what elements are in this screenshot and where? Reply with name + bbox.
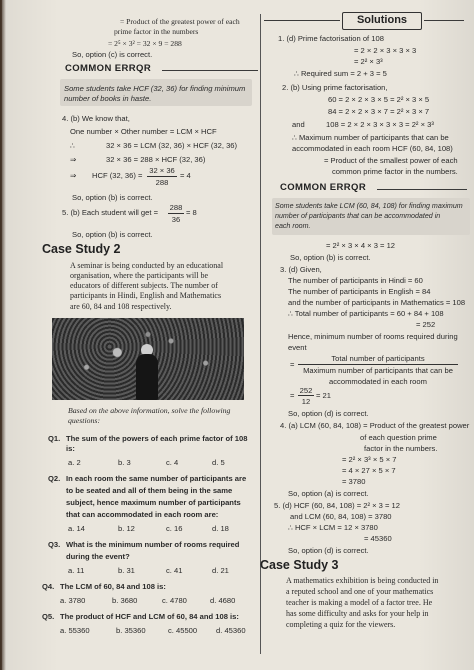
text-line: common prime factor in the numbers.: [332, 167, 458, 176]
fraction-denominator: 36: [171, 215, 181, 224]
fraction-denominator: accommodated in each room: [329, 377, 427, 386]
divider: [377, 189, 467, 190]
divider: [162, 70, 258, 71]
question-number: Q1.: [48, 434, 61, 443]
textbook-page: [2, 0, 474, 670]
fraction-numerator: 252: [299, 386, 313, 395]
answer-line: So, option (d) is correct.: [288, 409, 369, 418]
question-number: Q5.: [42, 612, 55, 621]
math-line: ∴ Required sum = 2 + 3 = 5: [294, 69, 387, 78]
option[interactable]: a. 3780: [60, 596, 86, 605]
therefore-symbol: ∴: [70, 141, 75, 150]
instruction-line: questions:: [68, 416, 101, 425]
paragraph-line: A mathematics exhibition is being conducted in: [286, 576, 439, 585]
solution-line: 1. (d) Prime factorisation of 108: [278, 34, 384, 43]
math-line: 32 × 36 = 288 × HCF (32, 36): [106, 155, 206, 164]
fraction-bar: [298, 364, 458, 365]
paragraph-line: educators of different subjects. The number of: [70, 281, 218, 290]
fraction-numerator: 32 × 36: [149, 166, 175, 175]
fraction-numerator: 288: [169, 203, 183, 212]
instruction-line: Based on the above information, solve the following: [68, 406, 231, 415]
option[interactable]: a. 11: [68, 566, 85, 575]
question-text: What is the minimum number of rooms required: [66, 540, 240, 549]
text-line: ∴ Maximum number of participants that can be: [292, 133, 449, 142]
math-line: ∴ HCF × LCM = 12 × 3780: [288, 523, 378, 532]
question-text: is:: [66, 444, 75, 453]
question-number: Q2.: [48, 474, 61, 483]
paragraph-line: has some difficulty and asks for your help in: [286, 609, 429, 618]
implies-symbol: ⇒: [70, 155, 77, 164]
math-line: 84 = 2 × 2 × 3 × 7 = 2² × 3 × 7: [328, 107, 430, 116]
option[interactable]: d. 4680: [210, 596, 236, 605]
option[interactable]: c. 16: [166, 524, 183, 533]
equals-sign: =: [290, 391, 295, 400]
fraction-bar: [298, 395, 314, 396]
answer-line: So, option (b) is correct.: [72, 193, 153, 202]
math-line: = 2 × 2 × 3 × 3 × 3: [354, 46, 417, 55]
math-line: = 4: [180, 171, 191, 180]
paragraph-line: completing a quiz for the viewers.: [286, 620, 396, 629]
question-text: The sum of the powers of each prime factor of 108: [66, 434, 248, 443]
fraction-denominator: 12: [301, 397, 311, 406]
option[interactable]: d. 18: [212, 524, 229, 533]
error-text: Some students take LCM (60, 84, 108) for finding maximum: [275, 202, 463, 210]
fraction-bar: [147, 176, 177, 177]
option[interactable]: b. 31: [118, 566, 135, 575]
common-error-label: COMMON ERRQR: [65, 63, 152, 74]
solution-line: 2. (b) Using prime factorisation,: [282, 83, 388, 92]
solutions-title: Solutions: [356, 14, 408, 26]
solution-line: 5. (b) Each student will get =: [62, 208, 159, 217]
math-line: = 45360: [364, 534, 392, 543]
solution-line: 4. (a) LCM (60, 84, 108) = Product of the greatest power: [280, 421, 470, 430]
paragraph-line: A seminar is being conducted by an educational: [70, 261, 224, 270]
question-number: Q3.: [48, 540, 61, 549]
question-text: during the event?: [66, 552, 130, 561]
option[interactable]: c. 41: [166, 566, 183, 575]
math-line: = 4 × 27 × 5 × 7: [342, 466, 396, 475]
math-line: = 252: [416, 320, 436, 329]
implies-symbol: ⇒: [70, 171, 77, 180]
math-line: = 8: [186, 208, 197, 217]
question-text: In each room the same number of participants are: [66, 474, 247, 483]
case-study-2-title: Case Study 2: [42, 242, 121, 256]
option[interactable]: c. 45500: [168, 626, 198, 635]
question-number: Q4.: [42, 582, 55, 591]
error-text: number of participants that can be accommodated in: [275, 212, 441, 220]
math-line: = 3780: [342, 477, 366, 486]
math-line: 60 = 2 × 2 × 3 × 5 = 2² × 3 × 5: [328, 95, 430, 104]
answer-line: So, option (d) is correct.: [288, 546, 369, 555]
math-line: = 21: [316, 391, 331, 400]
case-study-3-title: Case Study 3: [260, 558, 339, 572]
answer-line: So, option (b) is correct.: [72, 230, 153, 239]
paragraph-line: teacher is making a model of a factor tree. He: [286, 598, 433, 607]
math-line: = 2² × 3³ × 5 × 7: [342, 455, 397, 464]
option[interactable]: d. 5: [212, 458, 225, 467]
paragraph-line: are 60, 84 and 108 respectively.: [70, 302, 172, 311]
text-line: = Product of the smallest power of each: [324, 156, 458, 165]
option[interactable]: c. 4780: [162, 596, 187, 605]
option[interactable]: b. 12: [118, 524, 135, 533]
option[interactable]: d. 45360: [216, 626, 246, 635]
question-text: subject, hence maximum number of participants: [66, 498, 241, 507]
answer-line: So, option (a) is correct.: [288, 489, 369, 498]
text-line: The number of participants in Hindi = 60: [288, 276, 423, 285]
math-line: and: [292, 120, 305, 129]
question-text: The product of HCF and LCM of 60, 84 and 108 is:: [60, 612, 239, 621]
text-line: factor in the numbers.: [364, 444, 438, 453]
math-line: = 2² × 3 × 4 × 3 = 12: [326, 241, 396, 250]
math-line: HCF (32, 36) =: [92, 171, 143, 180]
question-text: that can accommodated in each room are:: [66, 510, 219, 519]
fraction-numerator: Total number of participants: [331, 354, 425, 363]
text-line: of each question prime: [360, 433, 437, 442]
text-line: Hence, minimum number of rooms required during: [288, 332, 458, 341]
answer-line: So, option (b) is correct.: [290, 253, 371, 262]
solution-line: 4. (b) We know that,: [62, 114, 130, 123]
answer-line: So, option (c) is correct.: [72, 50, 153, 59]
equals-sign: =: [290, 360, 295, 369]
divider: [424, 20, 464, 21]
option[interactable]: a. 55360: [60, 626, 90, 635]
error-text: Some students take HCF (32, 36) for finding minimum: [64, 84, 246, 93]
math-line: 32 × 36 = LCM (32, 36) × HCF (32, 36): [106, 141, 238, 150]
paragraph-line: participants in Hindi, English and Mathematics: [70, 291, 222, 300]
option[interactable]: a. 14: [68, 524, 85, 533]
error-text: each room.: [275, 222, 311, 230]
speaker-figure: [136, 354, 158, 400]
math-line: = 2² × 3³: [354, 57, 383, 66]
math-line: 108 = 2 × 2 × 3 × 3 × 3 = 2² × 3³: [326, 120, 434, 129]
option[interactable]: c. 4: [166, 458, 179, 467]
seminar-photo: [52, 318, 244, 400]
text-line: = Product of the greatest power of each: [120, 17, 240, 26]
solution-line: 3. (d) Given,: [280, 265, 322, 274]
text-line: ∴ Total number of participants = 60 + 84 + 108: [288, 309, 444, 318]
error-text: number of books in haste.: [64, 94, 152, 103]
math-line: and LCM (60, 84, 108) = 3780: [290, 512, 392, 521]
divider: [264, 20, 340, 21]
option[interactable]: b. 3: [118, 458, 131, 467]
option[interactable]: b. 35360: [116, 626, 146, 635]
math-line: = 2⁵ × 3² = 32 × 9 = 288: [108, 39, 182, 48]
paragraph-line: organisation, where the participants will be: [70, 271, 209, 280]
text-line: and the number of participants in Mathematics = 108: [288, 298, 466, 307]
question-text: The LCM of 60, 84 and 108 is:: [60, 582, 166, 591]
common-error-label: COMMON ERRQR: [280, 182, 367, 193]
fraction-denominator: 288: [155, 178, 169, 187]
paragraph-line: a reputed school and one of your mathematics: [286, 587, 434, 596]
option[interactable]: a. 2: [68, 458, 81, 467]
option[interactable]: d. 21: [212, 566, 229, 575]
option[interactable]: b. 3680: [112, 596, 138, 605]
question-text: to be seated and all of them being in the same: [66, 486, 233, 495]
fraction-denominator: Maximum number of participants that can be: [303, 366, 453, 375]
math-line: One number × Other number = LCM × HCF: [70, 127, 217, 136]
text-line: accommodated in each room HCF (60, 84, 108): [292, 144, 453, 153]
fraction-bar: [168, 213, 184, 214]
text-line: The number of participants in English = 84: [288, 287, 431, 296]
solution-line: 5. (d) HCF (60, 84, 108) = 2² × 3 = 12: [274, 501, 400, 510]
page-edge-shadow: [0, 0, 6, 670]
text-line: event: [288, 343, 307, 352]
text-line: prime factor in the numbers: [114, 27, 199, 36]
